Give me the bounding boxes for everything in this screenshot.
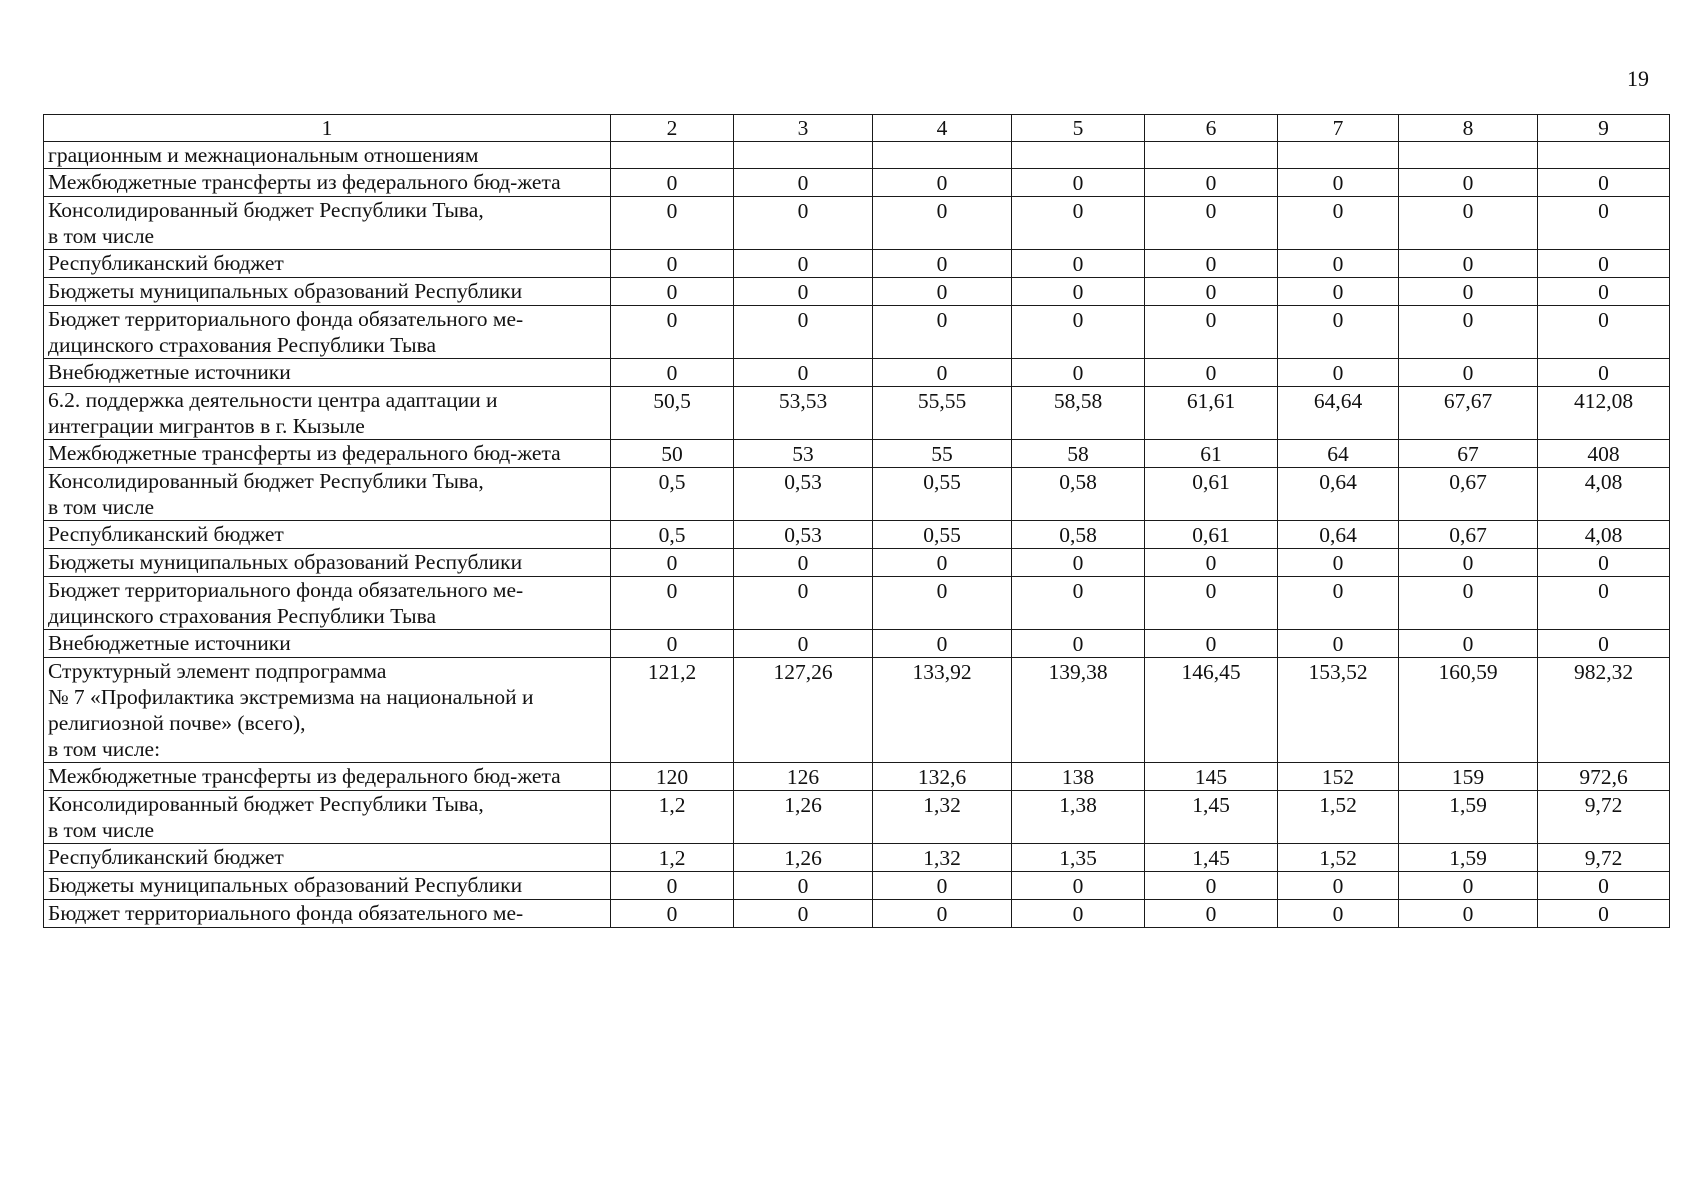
table-row xyxy=(44,387,1670,440)
value-cell: 0 xyxy=(611,577,734,630)
row-label xyxy=(44,250,611,278)
value-cell: 0 xyxy=(1012,278,1145,306)
table-row xyxy=(44,142,1670,169)
value-cell: 138 xyxy=(1012,763,1145,791)
row-label xyxy=(44,791,611,844)
value-cell: 1,45 xyxy=(1145,844,1278,872)
value-cell: 0 xyxy=(873,250,1012,278)
value-cell: 0 xyxy=(1145,306,1278,359)
value-cell: 0 xyxy=(1012,577,1145,630)
value-cell xyxy=(734,142,873,169)
row-label xyxy=(44,577,611,630)
row-label xyxy=(44,549,611,577)
row-label-line: Бюджет территориального фонда обязательного ме-дицинского страхования Республики Тыва xyxy=(48,307,524,357)
value-cell: 0 xyxy=(1399,278,1538,306)
value-cell: 0,67 xyxy=(1399,468,1538,521)
value-cell: 1,59 xyxy=(1399,791,1538,844)
value-cell: 0 xyxy=(1145,169,1278,197)
row-label xyxy=(44,630,611,658)
row-label-line: Бюджет территориального фонда обязательного ме- xyxy=(48,901,524,925)
value-cell: 0,64 xyxy=(1278,521,1399,549)
value-cell: 9,72 xyxy=(1538,791,1670,844)
row-label xyxy=(44,468,611,521)
value-cell: 58,58 xyxy=(1012,387,1145,440)
value-cell: 0 xyxy=(1538,278,1670,306)
header-cell: 7 xyxy=(1278,115,1399,142)
value-cell: 1,32 xyxy=(873,791,1012,844)
value-cell xyxy=(1278,142,1399,169)
value-cell: 0 xyxy=(873,306,1012,359)
value-cell: 0 xyxy=(611,900,734,928)
row-label-line: Бюджет территориального фонда обязательного ме-дицинского страхования Республики Тыва xyxy=(48,578,524,628)
value-cell: 982,32 xyxy=(1538,658,1670,763)
value-cell: 53,53 xyxy=(734,387,873,440)
value-cell: 9,72 xyxy=(1538,844,1670,872)
table-row xyxy=(44,763,1670,791)
row-label-line: 6.2. поддержка деятельности центра адаптации и интеграции мигрантов в г. Кызыле xyxy=(48,388,498,438)
value-cell: 0 xyxy=(1538,630,1670,658)
value-cell: 0 xyxy=(1399,359,1538,387)
table-row xyxy=(44,197,1670,250)
value-cell: 160,59 xyxy=(1399,658,1538,763)
value-cell: 1,35 xyxy=(1012,844,1145,872)
value-cell: 0 xyxy=(1538,872,1670,900)
row-label-line: в том числе xyxy=(48,495,155,519)
row-label xyxy=(44,763,611,791)
value-cell xyxy=(873,142,1012,169)
table-body xyxy=(44,115,1670,928)
value-cell: 0 xyxy=(1012,872,1145,900)
header-cell: 4 xyxy=(873,115,1012,142)
value-cell: 0 xyxy=(1399,549,1538,577)
value-cell: 1,59 xyxy=(1399,844,1538,872)
value-cell: 0 xyxy=(1278,250,1399,278)
value-cell: 145 xyxy=(1145,763,1278,791)
value-cell: 0 xyxy=(1399,577,1538,630)
value-cell: 0,55 xyxy=(873,468,1012,521)
row-label-line: Бюджеты муниципальных образований Республики xyxy=(48,279,523,303)
table-row xyxy=(44,306,1670,359)
value-cell: 0 xyxy=(1012,197,1145,250)
row-label xyxy=(44,900,611,928)
value-cell: 50,5 xyxy=(611,387,734,440)
value-cell: 0,5 xyxy=(611,521,734,549)
header-row xyxy=(44,115,1670,142)
header-cell: 2 xyxy=(611,115,734,142)
value-cell: 0 xyxy=(873,872,1012,900)
value-cell: 133,92 xyxy=(873,658,1012,763)
row-label-line: № 7 «Профилактика экстремизма на национальной и религиозной почве» (всего), xyxy=(48,685,534,735)
row-label xyxy=(44,359,611,387)
value-cell: 0 xyxy=(1145,197,1278,250)
table-row xyxy=(44,791,1670,844)
row-label xyxy=(44,440,611,468)
value-cell: 0 xyxy=(873,900,1012,928)
table-row xyxy=(44,250,1670,278)
value-cell: 0,55 xyxy=(873,521,1012,549)
header-cell: 8 xyxy=(1399,115,1538,142)
table-row xyxy=(44,278,1670,306)
value-cell: 1,52 xyxy=(1278,844,1399,872)
value-cell: 153,52 xyxy=(1278,658,1399,763)
value-cell: 0 xyxy=(1399,197,1538,250)
value-cell: 0 xyxy=(1538,169,1670,197)
value-cell xyxy=(1145,142,1278,169)
value-cell: 1,2 xyxy=(611,791,734,844)
value-cell: 0 xyxy=(1538,250,1670,278)
value-cell: 0 xyxy=(1538,306,1670,359)
value-cell: 0 xyxy=(734,250,873,278)
row-label-line: Внебюджетные источники xyxy=(48,360,291,384)
row-label-line: Межбюджетные трансферты из федерального бюд-жета xyxy=(48,441,561,465)
value-cell: 121,2 xyxy=(611,658,734,763)
value-cell: 0 xyxy=(1278,630,1399,658)
row-label-line: Структурный элемент подпрограмма xyxy=(48,659,387,683)
value-cell: 0 xyxy=(1145,278,1278,306)
row-label xyxy=(44,142,611,169)
value-cell: 0 xyxy=(1399,169,1538,197)
value-cell: 0 xyxy=(1538,549,1670,577)
value-cell: 0 xyxy=(873,359,1012,387)
value-cell: 0,61 xyxy=(1145,521,1278,549)
value-cell: 1,32 xyxy=(873,844,1012,872)
value-cell: 0 xyxy=(611,278,734,306)
page-number: 19 xyxy=(1627,66,1649,91)
value-cell: 50 xyxy=(611,440,734,468)
value-cell: 0 xyxy=(611,359,734,387)
row-label-line: Консолидированный бюджет Республики Тыва, xyxy=(48,198,484,222)
value-cell: 0,67 xyxy=(1399,521,1538,549)
value-cell: 0 xyxy=(734,306,873,359)
value-cell: 0 xyxy=(1399,872,1538,900)
value-cell: 0 xyxy=(611,197,734,250)
value-cell: 55,55 xyxy=(873,387,1012,440)
value-cell: 4,08 xyxy=(1538,521,1670,549)
value-cell xyxy=(1399,142,1538,169)
value-cell: 0,61 xyxy=(1145,468,1278,521)
value-cell: 0 xyxy=(1012,900,1145,928)
value-cell: 61,61 xyxy=(1145,387,1278,440)
value-cell: 0 xyxy=(1012,359,1145,387)
row-label xyxy=(44,306,611,359)
value-cell: 1,26 xyxy=(734,791,873,844)
table-row xyxy=(44,872,1670,900)
value-cell: 408 xyxy=(1538,440,1670,468)
value-cell: 67 xyxy=(1399,440,1538,468)
value-cell: 58 xyxy=(1012,440,1145,468)
table-row xyxy=(44,468,1670,521)
header-cell: 3 xyxy=(734,115,873,142)
value-cell: 0 xyxy=(611,169,734,197)
value-cell: 0 xyxy=(873,278,1012,306)
value-cell: 0 xyxy=(1538,900,1670,928)
value-cell: 0 xyxy=(1278,278,1399,306)
value-cell: 0 xyxy=(1012,306,1145,359)
value-cell: 0 xyxy=(1145,549,1278,577)
value-cell: 120 xyxy=(611,763,734,791)
value-cell: 0 xyxy=(734,630,873,658)
row-label-line: в том числе xyxy=(48,224,155,248)
value-cell: 0 xyxy=(1538,577,1670,630)
value-cell: 1,45 xyxy=(1145,791,1278,844)
value-cell: 0,53 xyxy=(734,468,873,521)
value-cell: 0,64 xyxy=(1278,468,1399,521)
row-label-line: Межбюджетные трансферты из федерального бюд-жета xyxy=(48,764,561,788)
value-cell: 152 xyxy=(1278,763,1399,791)
value-cell: 146,45 xyxy=(1145,658,1278,763)
table-row xyxy=(44,844,1670,872)
value-cell: 0 xyxy=(1145,577,1278,630)
table-row xyxy=(44,630,1670,658)
value-cell: 0 xyxy=(1399,306,1538,359)
value-cell xyxy=(611,142,734,169)
value-cell: 0 xyxy=(1278,900,1399,928)
value-cell: 0 xyxy=(611,306,734,359)
row-label-line: Внебюджетные источники xyxy=(48,631,291,655)
value-cell: 64,64 xyxy=(1278,387,1399,440)
table-row xyxy=(44,521,1670,549)
value-cell: 0 xyxy=(734,900,873,928)
value-cell: 0 xyxy=(1399,250,1538,278)
row-label-line: Межбюджетные трансферты из федерального бюд-жета xyxy=(48,170,561,194)
table-row xyxy=(44,577,1670,630)
value-cell: 0 xyxy=(873,169,1012,197)
value-cell: 0 xyxy=(1538,197,1670,250)
row-label-line: грационным и межнациональным отношениям xyxy=(48,143,479,167)
value-cell: 0 xyxy=(734,278,873,306)
value-cell: 0 xyxy=(873,630,1012,658)
table-row xyxy=(44,549,1670,577)
table-row xyxy=(44,900,1670,928)
value-cell: 0 xyxy=(1399,630,1538,658)
table-row xyxy=(44,440,1670,468)
value-cell: 0 xyxy=(734,577,873,630)
value-cell: 139,38 xyxy=(1012,658,1145,763)
value-cell: 0 xyxy=(1399,900,1538,928)
value-cell: 0 xyxy=(734,549,873,577)
value-cell: 0 xyxy=(1278,197,1399,250)
value-cell: 67,67 xyxy=(1399,387,1538,440)
value-cell: 0 xyxy=(1278,306,1399,359)
value-cell: 132,6 xyxy=(873,763,1012,791)
header-cell: 5 xyxy=(1012,115,1145,142)
value-cell: 0 xyxy=(611,872,734,900)
header-cell: 9 xyxy=(1538,115,1670,142)
value-cell xyxy=(1538,142,1670,169)
row-label xyxy=(44,387,611,440)
row-label xyxy=(44,169,611,197)
value-cell: 0 xyxy=(1278,549,1399,577)
value-cell: 0 xyxy=(873,577,1012,630)
value-cell: 412,08 xyxy=(1538,387,1670,440)
row-label xyxy=(44,872,611,900)
budget-table xyxy=(43,114,1670,928)
value-cell xyxy=(1012,142,1145,169)
value-cell: 53 xyxy=(734,440,873,468)
value-cell: 1,26 xyxy=(734,844,873,872)
table-row xyxy=(44,658,1670,763)
value-cell: 0 xyxy=(611,630,734,658)
value-cell: 0 xyxy=(873,549,1012,577)
row-label-line: Республиканский бюджет xyxy=(48,251,284,275)
value-cell: 61 xyxy=(1145,440,1278,468)
value-cell: 0 xyxy=(1278,577,1399,630)
value-cell: 0 xyxy=(734,169,873,197)
value-cell: 0 xyxy=(1012,549,1145,577)
row-label xyxy=(44,521,611,549)
row-label-line: Консолидированный бюджет Республики Тыва, xyxy=(48,792,484,816)
value-cell: 0,58 xyxy=(1012,468,1145,521)
value-cell: 0 xyxy=(1278,359,1399,387)
value-cell: 0 xyxy=(1538,359,1670,387)
value-cell: 1,2 xyxy=(611,844,734,872)
row-label xyxy=(44,844,611,872)
row-label-line: Консолидированный бюджет Республики Тыва, xyxy=(48,469,484,493)
value-cell: 0 xyxy=(1145,250,1278,278)
row-label-line: в том числе: xyxy=(48,737,161,761)
table-row xyxy=(44,359,1670,387)
table-row xyxy=(44,169,1670,197)
value-cell: 0 xyxy=(1012,169,1145,197)
value-cell: 127,26 xyxy=(734,658,873,763)
value-cell: 159 xyxy=(1399,763,1538,791)
value-cell: 0,5 xyxy=(611,468,734,521)
value-cell: 64 xyxy=(1278,440,1399,468)
value-cell: 0 xyxy=(1145,900,1278,928)
value-cell: 0 xyxy=(1278,872,1399,900)
value-cell: 0 xyxy=(1012,630,1145,658)
header-cell: 6 xyxy=(1145,115,1278,142)
row-label xyxy=(44,658,611,763)
value-cell: 0 xyxy=(734,359,873,387)
value-cell: 0,53 xyxy=(734,521,873,549)
value-cell: 4,08 xyxy=(1538,468,1670,521)
row-label-line: в том числе xyxy=(48,818,155,842)
value-cell: 0 xyxy=(1278,169,1399,197)
value-cell: 126 xyxy=(734,763,873,791)
value-cell: 0,58 xyxy=(1012,521,1145,549)
value-cell: 0 xyxy=(1012,250,1145,278)
row-label-line: Бюджеты муниципальных образований Республики xyxy=(48,550,523,574)
value-cell: 1,38 xyxy=(1012,791,1145,844)
row-label-line: Бюджеты муниципальных образований Республики xyxy=(48,873,523,897)
value-cell: 0 xyxy=(1145,872,1278,900)
value-cell: 0 xyxy=(611,250,734,278)
value-cell: 0 xyxy=(734,872,873,900)
row-label xyxy=(44,278,611,306)
value-cell: 0 xyxy=(611,549,734,577)
row-label-line: Республиканский бюджет xyxy=(48,522,284,546)
row-label xyxy=(44,197,611,250)
header-cell: 1 xyxy=(44,115,611,142)
value-cell: 0 xyxy=(873,197,1012,250)
row-label-line: Республиканский бюджет xyxy=(48,845,284,869)
value-cell: 0 xyxy=(1145,359,1278,387)
value-cell: 0 xyxy=(734,197,873,250)
value-cell: 1,52 xyxy=(1278,791,1399,844)
value-cell: 0 xyxy=(1145,630,1278,658)
value-cell: 55 xyxy=(873,440,1012,468)
value-cell: 972,6 xyxy=(1538,763,1670,791)
